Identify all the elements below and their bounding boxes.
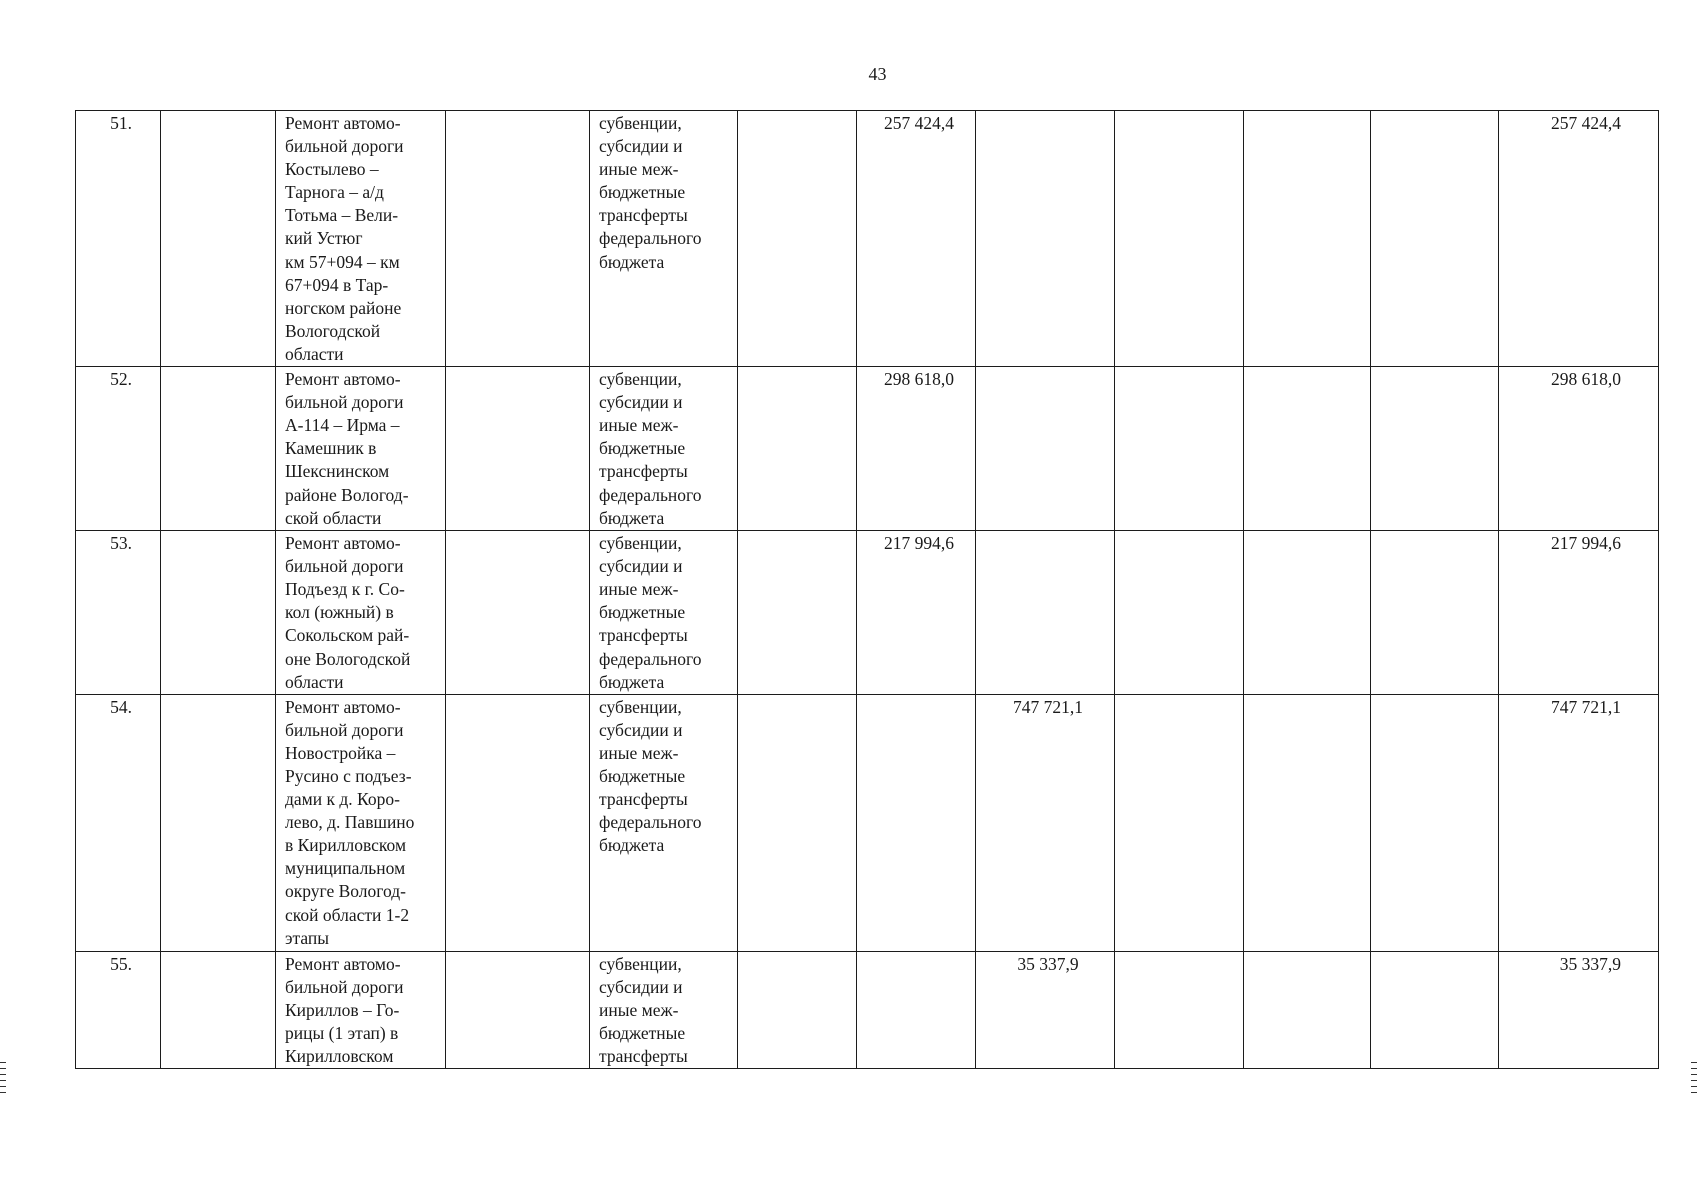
blank-cell bbox=[738, 367, 857, 531]
blank-cell bbox=[1115, 694, 1244, 951]
object-name: Ремонт автомо- бильной дороги Подъезд к г. Со- кол (южный) в Сокольском рай- оне Вологодской области bbox=[276, 531, 446, 695]
blank-cell bbox=[1371, 694, 1499, 951]
object-name: Ремонт автомо- бильной дороги Новостройка – Русино с подъез- дами к д. Коро- лево, д. Павшино в Кирилловском муниципальном округе Вологод- ской области 1-2 этапы bbox=[276, 694, 446, 951]
object-name: Ремонт автомо- бильной дороги Костылево – Тарнога – а/д Тотьма – Вели- кий Устюг км 57+094 – км 67+094 в Тар- ногском районе Вологодской области bbox=[276, 111, 446, 367]
blank-cell bbox=[446, 951, 590, 1068]
blank-cell bbox=[161, 367, 276, 531]
amount-total: 217 994,6 bbox=[1499, 531, 1659, 695]
table-row bbox=[76, 367, 1659, 531]
blank-cell bbox=[161, 951, 276, 1068]
blank-cell bbox=[1115, 531, 1244, 695]
blank-cell bbox=[1244, 951, 1371, 1068]
amount-2024 bbox=[976, 111, 1115, 367]
blank-cell bbox=[161, 694, 276, 951]
blank-cell bbox=[446, 531, 590, 695]
amount-2023: 298 618,0 bbox=[857, 367, 976, 531]
amount-2024 bbox=[976, 531, 1115, 695]
funding-source: субвенции, субсидии и иные меж- бюджетные трансферты bbox=[590, 951, 738, 1068]
object-name: Ремонт автомо- бильной дороги А-114 – Ирма – Камешник в Шекснинском районе Вологод- ской области bbox=[276, 367, 446, 531]
blank-cell bbox=[738, 531, 857, 695]
table-row bbox=[76, 951, 1659, 1068]
amount-2024: 35 337,9 bbox=[976, 951, 1115, 1068]
amount-total: 35 337,9 bbox=[1499, 951, 1659, 1068]
row-number: 53. bbox=[76, 531, 161, 695]
table-row bbox=[76, 111, 1659, 367]
blank-cell bbox=[1244, 111, 1371, 367]
blank-cell bbox=[161, 531, 276, 695]
blank-cell bbox=[1371, 111, 1499, 367]
object-name: Ремонт автомо- бильной дороги Кириллов – Го- рицы (1 этап) в Кирилловском bbox=[276, 951, 446, 1068]
amount-2023 bbox=[857, 951, 976, 1068]
amount-2024: 747 721,1 bbox=[976, 694, 1115, 951]
blank-cell bbox=[446, 694, 590, 951]
blank-cell bbox=[1115, 951, 1244, 1068]
amount-2024 bbox=[976, 367, 1115, 531]
amount-2023: 217 994,6 bbox=[857, 531, 976, 695]
blank-cell bbox=[1115, 111, 1244, 367]
row-number: 54. bbox=[76, 694, 161, 951]
blank-cell bbox=[1371, 951, 1499, 1068]
amount-total: 747 721,1 bbox=[1499, 694, 1659, 951]
table-row bbox=[76, 531, 1659, 695]
page-number: 43 bbox=[868, 64, 887, 84]
blank-cell bbox=[738, 111, 857, 367]
row-number: 55. bbox=[76, 951, 161, 1068]
funding-source: субвенции, субсидии и иные меж- бюджетные трансферты федерального бюджета bbox=[590, 367, 738, 531]
scan-edge-marks-left bbox=[0, 1062, 6, 1098]
blank-cell bbox=[446, 367, 590, 531]
funding-source: субвенции, субсидии и иные меж- бюджетные трансферты федерального бюджета bbox=[590, 531, 738, 695]
blank-cell bbox=[446, 111, 590, 367]
blank-cell bbox=[1244, 531, 1371, 695]
scan-edge-marks-right bbox=[1691, 1062, 1697, 1098]
blank-cell bbox=[1371, 367, 1499, 531]
blank-cell bbox=[1371, 531, 1499, 695]
table-row bbox=[76, 694, 1659, 951]
row-number: 51. bbox=[76, 111, 161, 367]
amount-total: 257 424,4 bbox=[1499, 111, 1659, 367]
funding-source: субвенции, субсидии и иные меж- бюджетные трансферты федерального бюджета bbox=[590, 111, 738, 367]
blank-cell bbox=[738, 694, 857, 951]
blank-cell bbox=[1115, 367, 1244, 531]
row-number: 52. bbox=[76, 367, 161, 531]
amount-2023 bbox=[857, 694, 976, 951]
blank-cell bbox=[738, 951, 857, 1068]
amount-2023: 257 424,4 bbox=[857, 111, 976, 367]
blank-cell bbox=[1244, 367, 1371, 531]
budget-table bbox=[75, 110, 1659, 1069]
amount-total: 298 618,0 bbox=[1499, 367, 1659, 531]
blank-cell bbox=[161, 111, 276, 367]
funding-source: субвенции, субсидии и иные меж- бюджетные трансферты федерального бюджета bbox=[590, 694, 738, 951]
blank-cell bbox=[1244, 694, 1371, 951]
